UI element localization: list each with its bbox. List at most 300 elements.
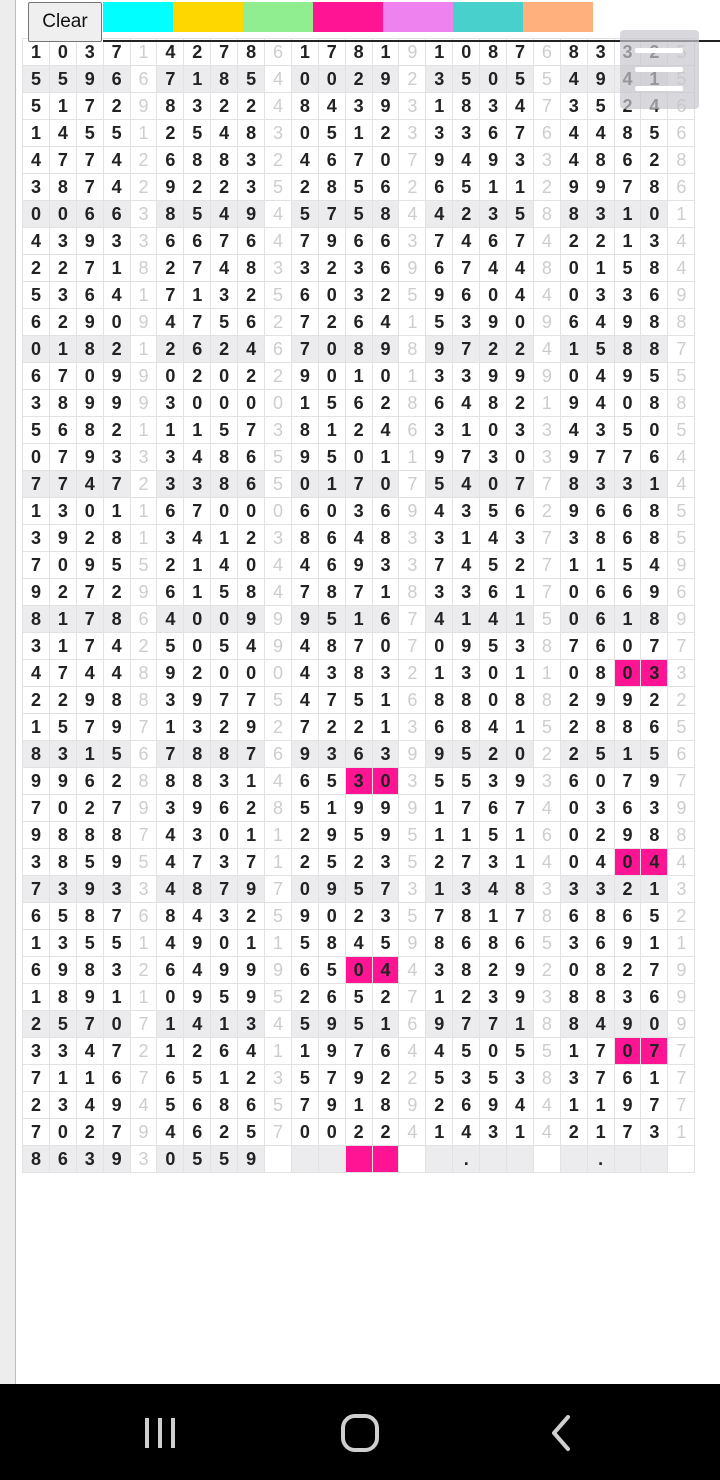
home-button[interactable] <box>330 1408 390 1458</box>
grid-cell[interactable] <box>560 1146 587 1173</box>
grid-cell[interactable]: 2 <box>184 660 211 687</box>
grid-cell[interactable]: 7 <box>76 147 103 174</box>
grid-cell[interactable]: 6 <box>372 228 399 255</box>
grid-cell[interactable]: 0 <box>587 768 614 795</box>
grid-cell[interactable]: 7 <box>453 336 480 363</box>
grid-separator-cell[interactable]: 3 <box>265 255 292 282</box>
grid-cell[interactable]: 0 <box>49 39 76 66</box>
grid-cell[interactable]: 0 <box>507 309 534 336</box>
grid-cell[interactable]: 7 <box>238 687 265 714</box>
grid-cell[interactable]: 1 <box>76 741 103 768</box>
grid-cell[interactable]: 4 <box>103 174 130 201</box>
grid-separator-cell[interactable]: 9 <box>399 741 426 768</box>
grid-cell[interactable]: 7 <box>76 633 103 660</box>
grid-cell[interactable]: 1 <box>49 633 76 660</box>
grid-separator-cell[interactable]: 8 <box>399 336 426 363</box>
grid-separator-cell[interactable]: 9 <box>265 957 292 984</box>
grid-cell[interactable]: 4 <box>103 282 130 309</box>
grid-cell[interactable]: 9 <box>426 282 453 309</box>
grid-cell[interactable]: 6 <box>291 768 318 795</box>
grid-separator-cell[interactable]: 3 <box>533 417 560 444</box>
grid-separator-cell[interactable]: 6 <box>533 120 560 147</box>
grid-cell[interactable]: 7 <box>157 282 184 309</box>
grid-cell[interactable]: 3 <box>157 795 184 822</box>
grid-cell[interactable]: 6 <box>23 957 50 984</box>
grid-cell[interactable]: 5 <box>641 903 668 930</box>
grid-cell[interactable]: 3 <box>507 147 534 174</box>
grid-cell[interactable]: 4 <box>238 633 265 660</box>
grid-cell[interactable]: 1 <box>426 1119 453 1146</box>
grid-cell[interactable]: 3 <box>345 768 372 795</box>
grid-cell[interactable]: 1 <box>103 255 130 282</box>
grid-cell[interactable]: 9 <box>372 93 399 120</box>
grid-cell[interactable]: 2 <box>103 417 130 444</box>
grid-cell[interactable]: 5 <box>480 822 507 849</box>
grid-cell[interactable]: 5 <box>614 417 641 444</box>
grid-cell[interactable]: 7 <box>453 444 480 471</box>
grid-cell[interactable]: 9 <box>480 147 507 174</box>
grid-cell[interactable]: 3 <box>49 876 76 903</box>
grid-cell[interactable]: 8 <box>318 174 345 201</box>
grid-separator-cell[interactable]: 2 <box>265 147 292 174</box>
grid-cell[interactable]: 8 <box>426 930 453 957</box>
grid-cell[interactable]: 3 <box>103 228 130 255</box>
grid-cell[interactable]: 6 <box>184 336 211 363</box>
grid-separator-cell[interactable]: 1 <box>533 660 560 687</box>
grid-separator-cell[interactable]: 6 <box>130 606 157 633</box>
grid-cell[interactable]: 7 <box>507 471 534 498</box>
grid-cell[interactable]: 7 <box>103 1038 130 1065</box>
grid-cell[interactable]: 3 <box>560 1065 587 1092</box>
grid-separator-cell[interactable]: 2 <box>130 1038 157 1065</box>
grid-cell[interactable]: 1 <box>507 579 534 606</box>
grid-cell[interactable]: 6 <box>372 1038 399 1065</box>
grid-cell[interactable]: 9 <box>184 930 211 957</box>
grid-cell[interactable]: 6 <box>184 1092 211 1119</box>
grid-cell[interactable]: 3 <box>345 282 372 309</box>
grid-cell[interactable]: 8 <box>453 714 480 741</box>
grid-cell[interactable]: 8 <box>184 741 211 768</box>
grid-separator-cell[interactable]: 7 <box>533 579 560 606</box>
grid-cell[interactable]: 8 <box>587 984 614 1011</box>
grid-separator-cell[interactable]: 1 <box>265 849 292 876</box>
grid-cell[interactable]: 0 <box>184 633 211 660</box>
grid-separator-cell[interactable]: 0 <box>265 390 292 417</box>
grid-cell[interactable] <box>372 1146 399 1173</box>
grid-separator-cell[interactable]: 9 <box>399 39 426 66</box>
grid-cell[interactable]: 3 <box>480 93 507 120</box>
grid-separator-cell[interactable]: 4 <box>265 552 292 579</box>
grid-cell[interactable]: 1 <box>23 498 50 525</box>
grid-cell[interactable]: 9 <box>23 822 50 849</box>
grid-cell[interactable]: 5 <box>291 795 318 822</box>
grid-cell[interactable]: 6 <box>23 363 50 390</box>
grid-cell[interactable]: 5 <box>157 633 184 660</box>
grid-cell[interactable]: 9 <box>587 687 614 714</box>
grid-cell[interactable]: 6 <box>560 903 587 930</box>
grid-cell[interactable]: 2 <box>238 282 265 309</box>
grid-separator-cell[interactable]: 6 <box>668 174 695 201</box>
grid-cell[interactable]: 5 <box>453 1038 480 1065</box>
grid-cell[interactable]: 0 <box>426 633 453 660</box>
grid-cell[interactable]: 7 <box>157 66 184 93</box>
grid-separator-cell[interactable]: 7 <box>533 552 560 579</box>
grid-cell[interactable]: 8 <box>76 903 103 930</box>
grid-cell[interactable]: 1 <box>614 201 641 228</box>
grid-cell[interactable]: 7 <box>76 174 103 201</box>
grid-cell[interactable]: 1 <box>587 1092 614 1119</box>
grid-cell[interactable]: 3 <box>318 660 345 687</box>
grid-separator-cell[interactable]: 9 <box>130 309 157 336</box>
grid-cell[interactable]: 2 <box>507 336 534 363</box>
grid-separator-cell[interactable]: 5 <box>265 984 292 1011</box>
grid-cell[interactable]: . <box>587 1146 614 1173</box>
grid-cell[interactable]: 7 <box>614 174 641 201</box>
grid-cell[interactable]: 5 <box>372 930 399 957</box>
grid-cell[interactable]: 2 <box>184 174 211 201</box>
grid-cell[interactable]: 6 <box>587 498 614 525</box>
grid-cell[interactable]: 3 <box>23 1038 50 1065</box>
grid-cell[interactable]: 7 <box>318 687 345 714</box>
grid-cell[interactable]: 0 <box>480 282 507 309</box>
grid-cell[interactable]: 1 <box>641 1065 668 1092</box>
grid-cell[interactable]: 2 <box>238 525 265 552</box>
grid-cell[interactable]: 0 <box>291 471 318 498</box>
grid-cell[interactable]: 3 <box>614 984 641 1011</box>
grid-separator-cell[interactable]: 5 <box>533 1038 560 1065</box>
grid-cell[interactable]: 0 <box>211 660 238 687</box>
grid-separator-cell[interactable]: 6 <box>668 120 695 147</box>
grid-cell[interactable]: 1 <box>614 606 641 633</box>
grid-separator-cell[interactable]: 7 <box>265 876 292 903</box>
grid-cell[interactable]: 7 <box>184 849 211 876</box>
grid-cell[interactable]: 9 <box>318 822 345 849</box>
grid-separator-cell[interactable]: 4 <box>399 1119 426 1146</box>
grid-cell[interactable]: 5 <box>211 1146 238 1173</box>
grid-cell[interactable]: 7 <box>345 579 372 606</box>
grid-separator-cell[interactable]: 7 <box>533 471 560 498</box>
grid-separator-cell[interactable]: 5 <box>533 714 560 741</box>
grid-separator-cell[interactable]: 3 <box>399 768 426 795</box>
grid-cell[interactable]: 1 <box>507 1119 534 1146</box>
grid-cell[interactable]: 4 <box>238 1038 265 1065</box>
grid-cell[interactable]: 0 <box>480 417 507 444</box>
grid-cell[interactable]: 4 <box>587 363 614 390</box>
grid-cell[interactable]: 8 <box>372 1092 399 1119</box>
grid-cell[interactable]: 6 <box>184 228 211 255</box>
grid-separator-cell[interactable]: 3 <box>533 444 560 471</box>
grid-cell[interactable]: 7 <box>291 336 318 363</box>
grid-cell[interactable]: 5 <box>507 201 534 228</box>
grid-cell[interactable]: 2 <box>641 147 668 174</box>
grid-separator-cell[interactable]: 1 <box>399 363 426 390</box>
grid-cell[interactable]: 9 <box>641 579 668 606</box>
grid-cell[interactable]: 1 <box>372 714 399 741</box>
grid-cell[interactable]: 5 <box>345 687 372 714</box>
grid-cell[interactable]: 7 <box>345 471 372 498</box>
grid-cell[interactable]: 8 <box>641 606 668 633</box>
grid-cell[interactable]: 3 <box>641 660 668 687</box>
grid-cell[interactable]: 6 <box>291 498 318 525</box>
grid-cell[interactable]: 7 <box>480 1011 507 1038</box>
grid-separator-cell[interactable]: 9 <box>668 606 695 633</box>
grid-cell[interactable]: 9 <box>318 228 345 255</box>
grid-cell[interactable]: 3 <box>76 1146 103 1173</box>
grid-cell[interactable]: 2 <box>345 1119 372 1146</box>
grid-cell[interactable]: 0 <box>560 660 587 687</box>
grid-cell[interactable]: 2 <box>372 282 399 309</box>
grid-cell[interactable]: 2 <box>345 714 372 741</box>
grid-separator-cell[interactable]: 2 <box>533 741 560 768</box>
grid-cell[interactable]: 4 <box>507 1092 534 1119</box>
grid-cell[interactable]: 3 <box>49 930 76 957</box>
grid-cell[interactable]: 7 <box>291 228 318 255</box>
grid-cell[interactable]: 1 <box>507 606 534 633</box>
grid-cell[interactable]: 9 <box>426 1011 453 1038</box>
grid-cell[interactable]: 0 <box>238 390 265 417</box>
grid-cell[interactable]: 1 <box>157 1038 184 1065</box>
grid-separator-cell[interactable]: 8 <box>130 687 157 714</box>
grid-cell[interactable]: 9 <box>103 363 130 390</box>
grid-cell[interactable]: 5 <box>345 1011 372 1038</box>
grid-separator-cell[interactable]: 8 <box>399 579 426 606</box>
grid-cell[interactable]: 5 <box>103 930 130 957</box>
grid-separator-cell[interactable]: 4 <box>533 228 560 255</box>
grid-cell[interactable]: 9 <box>103 390 130 417</box>
grid-cell[interactable]: 2 <box>480 741 507 768</box>
grid-cell[interactable]: 9 <box>507 957 534 984</box>
grid-cell[interactable]: 3 <box>560 525 587 552</box>
grid-separator-cell[interactable]: 6 <box>265 741 292 768</box>
grid-cell[interactable]: 8 <box>76 336 103 363</box>
grid-separator-cell[interactable]: 1 <box>130 984 157 1011</box>
grid-cell[interactable]: 1 <box>641 876 668 903</box>
grid-cell[interactable]: 8 <box>641 174 668 201</box>
grid-cell[interactable]: 8 <box>157 93 184 120</box>
grid-cell[interactable]: 2 <box>238 903 265 930</box>
grid-cell[interactable]: 2 <box>211 714 238 741</box>
grid-cell[interactable]: 6 <box>76 201 103 228</box>
grid-separator-cell[interactable]: 8 <box>533 201 560 228</box>
grid-cell[interactable]: 3 <box>480 849 507 876</box>
grid-separator-cell[interactable]: 8 <box>265 795 292 822</box>
grid-cell[interactable]: 8 <box>49 822 76 849</box>
grid-separator-cell[interactable]: 5 <box>399 282 426 309</box>
grid-cell[interactable]: 0 <box>641 201 668 228</box>
grid-cell[interactable]: 9 <box>372 336 399 363</box>
grid-cell[interactable]: 8 <box>238 579 265 606</box>
grid-separator-cell[interactable]: 5 <box>265 471 292 498</box>
grid-cell[interactable]: 9 <box>372 795 399 822</box>
grid-cell[interactable]: 2 <box>23 255 50 282</box>
grid-separator-cell[interactable]: 3 <box>399 228 426 255</box>
grid-separator-cell[interactable]: 3 <box>130 444 157 471</box>
grid-separator-cell[interactable]: 9 <box>130 363 157 390</box>
grid-cell[interactable]: 8 <box>291 93 318 120</box>
grid-cell[interactable]: 9 <box>49 768 76 795</box>
grid-cell[interactable]: 4 <box>184 957 211 984</box>
grid-cell[interactable]: 5 <box>184 201 211 228</box>
grid-separator-cell[interactable] <box>265 1146 292 1173</box>
grid-cell[interactable]: 5 <box>587 93 614 120</box>
grid-cell[interactable]: 1 <box>587 552 614 579</box>
grid-cell[interactable]: 5 <box>103 120 130 147</box>
color-swatch-pink[interactable] <box>313 2 383 32</box>
grid-cell[interactable]: 5 <box>507 1038 534 1065</box>
grid-cell[interactable]: 4 <box>211 201 238 228</box>
grid-cell[interactable]: 1 <box>76 1065 103 1092</box>
grid-cell[interactable]: 7 <box>157 741 184 768</box>
grid-cell[interactable]: 3 <box>587 471 614 498</box>
grid-cell[interactable]: 1 <box>507 660 534 687</box>
grid-cell[interactable]: 4 <box>76 660 103 687</box>
grid-cell[interactable]: 8 <box>587 147 614 174</box>
grid-cell[interactable]: 5 <box>49 1011 76 1038</box>
grid-cell[interactable]: 9 <box>614 1011 641 1038</box>
grid-cell[interactable]: 8 <box>49 984 76 1011</box>
grid-cell[interactable]: 3 <box>291 255 318 282</box>
grid-cell[interactable]: 4 <box>238 336 265 363</box>
grid-cell[interactable]: 0 <box>614 660 641 687</box>
grid-separator-cell[interactable]: 5 <box>668 714 695 741</box>
grid-cell[interactable]: 1 <box>157 714 184 741</box>
grid-cell[interactable]: 3 <box>184 471 211 498</box>
grid-cell[interactable]: 1 <box>318 471 345 498</box>
grid-cell[interactable]: 6 <box>318 984 345 1011</box>
grid-cell[interactable]: 9 <box>211 957 238 984</box>
grid-cell[interactable]: 1 <box>507 174 534 201</box>
grid-cell[interactable]: 8 <box>453 687 480 714</box>
grid-separator-cell[interactable]: 4 <box>533 795 560 822</box>
grid-cell[interactable]: 1 <box>426 984 453 1011</box>
grid-separator-cell[interactable]: 3 <box>533 768 560 795</box>
grid-cell[interactable]: 2 <box>426 1092 453 1119</box>
grid-separator-cell[interactable]: 9 <box>130 1119 157 1146</box>
grid-cell[interactable]: 8 <box>23 606 50 633</box>
grid-separator-cell[interactable]: 9 <box>130 390 157 417</box>
grid-cell[interactable]: 0 <box>560 795 587 822</box>
grid-cell[interactable]: 4 <box>453 228 480 255</box>
grid-separator-cell[interactable]: 5 <box>265 1092 292 1119</box>
grid-separator-cell[interactable]: 3 <box>668 876 695 903</box>
grid-cell[interactable]: 5 <box>103 741 130 768</box>
grid-cell[interactable]: 9 <box>480 363 507 390</box>
grid-cell[interactable]: 8 <box>49 849 76 876</box>
grid-cell[interactable]: 5 <box>238 1119 265 1146</box>
grid-cell[interactable]: 8 <box>238 39 265 66</box>
grid-cell[interactable]: 6 <box>318 552 345 579</box>
grid-cell[interactable]: 9 <box>587 66 614 93</box>
grid-cell[interactable]: 2 <box>238 363 265 390</box>
grid-separator-cell[interactable]: 3 <box>130 876 157 903</box>
grid-cell[interactable]: 1 <box>426 660 453 687</box>
grid-cell[interactable]: 1 <box>372 444 399 471</box>
grid-cell[interactable]: 6 <box>587 579 614 606</box>
grid-cell[interactable]: 0 <box>211 498 238 525</box>
grid-separator-cell[interactable]: 8 <box>533 633 560 660</box>
grid-cell[interactable]: 2 <box>184 363 211 390</box>
grid-separator-cell[interactable]: 9 <box>668 552 695 579</box>
grid-cell[interactable]: 2 <box>76 1119 103 1146</box>
grid-cell[interactable]: 7 <box>103 903 130 930</box>
grid-cell[interactable]: 9 <box>560 174 587 201</box>
grid-cell[interactable]: 9 <box>614 930 641 957</box>
grid-cell[interactable]: 4 <box>291 660 318 687</box>
grid-cell[interactable]: 9 <box>318 876 345 903</box>
grid-separator-cell[interactable]: 1 <box>265 1038 292 1065</box>
grid-cell[interactable]: 2 <box>453 984 480 1011</box>
left-scroll-strip[interactable] <box>0 0 16 1384</box>
grid-cell[interactable]: 9 <box>238 201 265 228</box>
grid-cell[interactable]: 1 <box>23 930 50 957</box>
grid-cell[interactable]: 7 <box>49 363 76 390</box>
grid-cell[interactable]: 7 <box>211 876 238 903</box>
grid-cell[interactable]: 0 <box>49 552 76 579</box>
grid-cell[interactable]: 1 <box>23 120 50 147</box>
grid-separator-cell[interactable]: 8 <box>533 255 560 282</box>
menu-button[interactable] <box>620 30 699 109</box>
grid-separator-cell[interactable]: 5 <box>130 849 157 876</box>
grid-separator-cell[interactable]: 4 <box>668 849 695 876</box>
grid-cell[interactable]: 0 <box>238 498 265 525</box>
grid-cell[interactable]: 2 <box>23 1092 50 1119</box>
grid-cell[interactable]: 3 <box>23 849 50 876</box>
grid-cell[interactable]: 8 <box>345 660 372 687</box>
grid-cell[interactable]: 7 <box>614 444 641 471</box>
grid-cell[interactable]: 9 <box>49 525 76 552</box>
grid-separator-cell[interactable]: 7 <box>399 606 426 633</box>
grid-cell[interactable]: 5 <box>49 66 76 93</box>
grid-cell[interactable]: 9 <box>480 309 507 336</box>
grid-cell[interactable]: 6 <box>157 957 184 984</box>
grid-cell[interactable]: 8 <box>560 984 587 1011</box>
grid-cell[interactable]: 7 <box>103 39 130 66</box>
grid-cell[interactable]: 8 <box>184 876 211 903</box>
grid-cell[interactable]: 1 <box>184 552 211 579</box>
grid-separator-cell[interactable]: 3 <box>399 876 426 903</box>
grid-separator-cell[interactable]: 5 <box>533 930 560 957</box>
grid-cell[interactable]: 6 <box>641 282 668 309</box>
grid-separator-cell[interactable]: 5 <box>399 903 426 930</box>
grid-cell[interactable]: 0 <box>614 849 641 876</box>
grid-cell[interactable]: 3 <box>587 39 614 66</box>
grid-separator-cell[interactable]: 4 <box>533 1092 560 1119</box>
grid-cell[interactable]: 4 <box>211 120 238 147</box>
grid-cell[interactable]: 5 <box>76 930 103 957</box>
grid-cell[interactable]: 9 <box>76 984 103 1011</box>
grid-cell[interactable]: 2 <box>345 417 372 444</box>
grid-cell[interactable]: 6 <box>372 498 399 525</box>
grid-cell[interactable]: 3 <box>560 930 587 957</box>
grid-cell[interactable]: 9 <box>345 1065 372 1092</box>
grid-cell[interactable]: 5 <box>23 282 50 309</box>
grid-cell[interactable]: 0 <box>318 282 345 309</box>
grid-separator-cell[interactable]: 9 <box>265 606 292 633</box>
grid-cell[interactable]: 9 <box>560 444 587 471</box>
grid-cell[interactable]: 6 <box>103 201 130 228</box>
grid-cell[interactable]: 7 <box>103 1119 130 1146</box>
grid-cell[interactable]: 3 <box>238 147 265 174</box>
grid-separator-cell[interactable]: 1 <box>668 201 695 228</box>
grid-cell[interactable]: 4 <box>103 147 130 174</box>
grid-cell[interactable]: 4 <box>480 255 507 282</box>
grid-cell[interactable]: 4 <box>560 417 587 444</box>
grid-cell[interactable]: 3 <box>345 498 372 525</box>
grid-separator-cell[interactable]: 7 <box>533 93 560 120</box>
grid-cell[interactable]: 1 <box>560 1038 587 1065</box>
grid-cell[interactable]: 9 <box>318 1011 345 1038</box>
grid-cell[interactable] <box>480 1146 507 1173</box>
